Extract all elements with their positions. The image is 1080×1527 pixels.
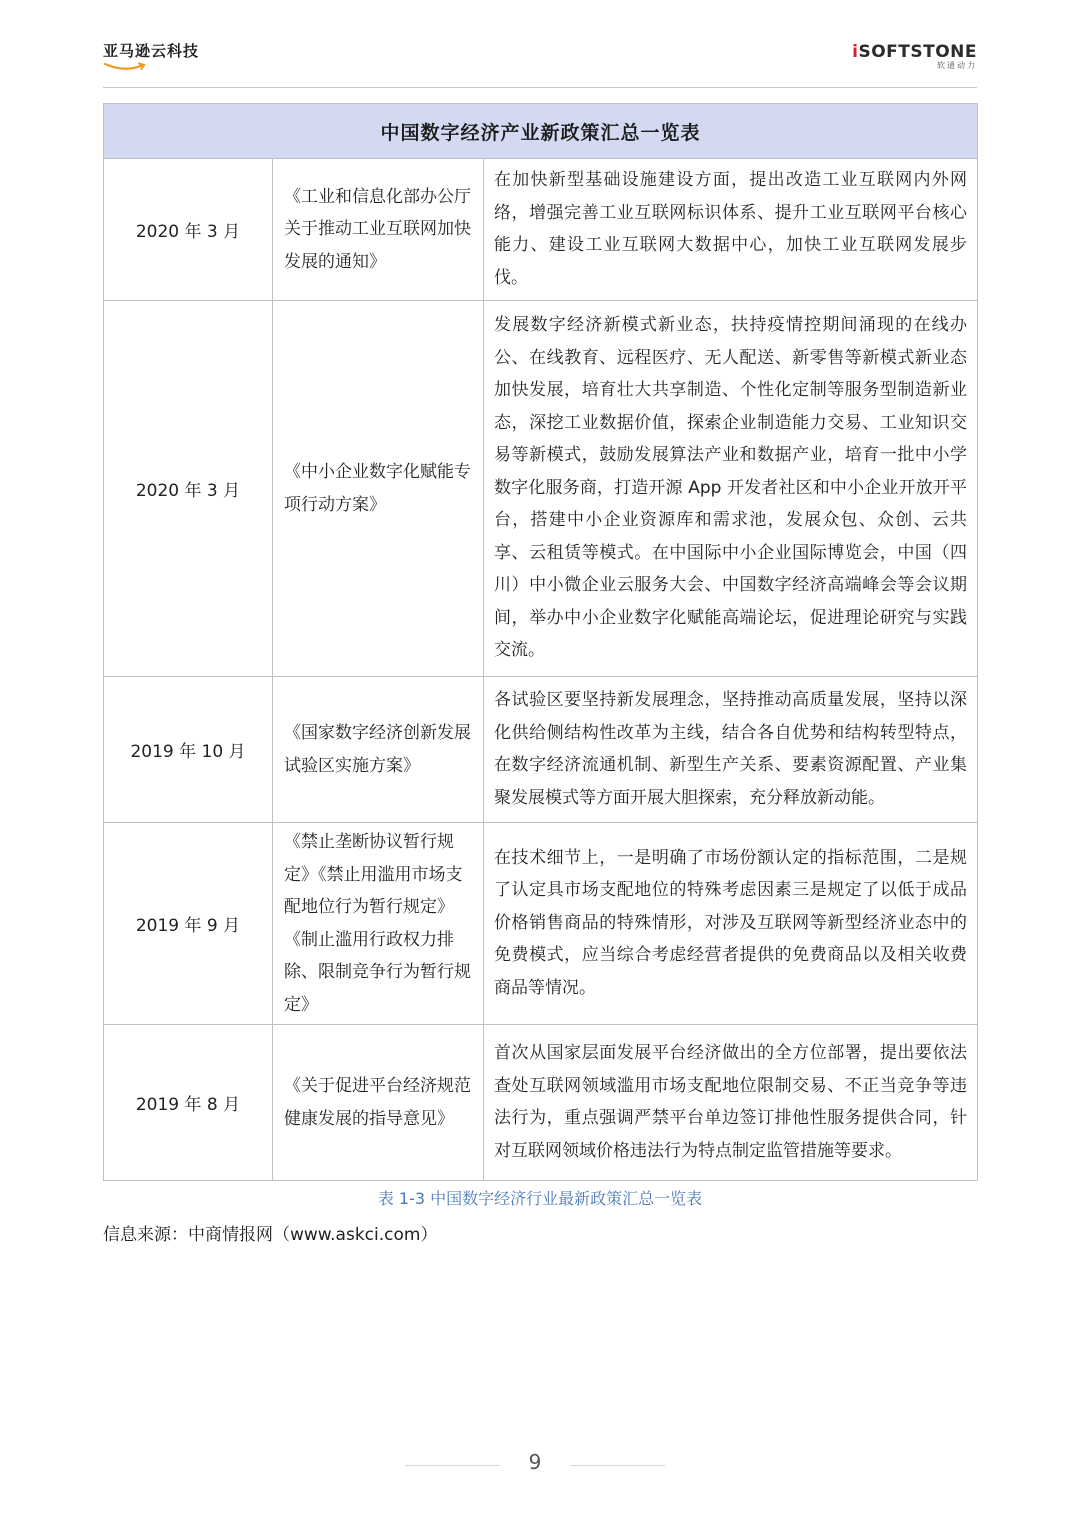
table-header-row (104, 104, 978, 159)
softstone-logo (852, 42, 977, 71)
policy-content: 发展数字经济新模式新业态，扶持疫情控期间涌现的在线办公、在线教育、远程医疗、无人配送、新零售等新模式新业态加快发展，培育壮大共享制造、个性化定制等服务型制造新业态，深挖工业数据价值，探索企业制造能力交易、工业知识交易等新模式，鼓励发展算法产业和数据产业，培育一批中小学数字化服务商，打造开源 App 开发者社区和中小企业开放开平台，搭建中小企业资源库和需求池，发展众包、众创、云共享、云租赁等模式。在中国际中小企业国际博览会，中国（四川）中小微企业云服务大会、中国数字经济高端峰会等会议期间，举办中小企业数字化赋能高端论坛，促进理论研究与实践交流。 (484, 301, 978, 677)
policy-document: 《禁止垄断协议暂行规定》《禁止用滥用市场支配地位行为暂行规定》《制止滥用行政权力排除、限制竞争行为暂行规定》 (273, 823, 484, 1025)
page-number: 9 (528, 1450, 542, 1474)
softstone-logo-text: SOFTSTONE (858, 42, 977, 62)
table-caption: 表 1-3 中国数字经济行业最新政策汇总一览表 (377, 1189, 703, 1208)
page-footer (0, 1440, 1080, 1490)
policy-date: 2019 年 10 月 (104, 677, 273, 823)
policy-date: 2019 年 8 月 (104, 1025, 273, 1181)
policy-document: 《中小企业数字化赋能专项行动方案》 (273, 301, 484, 677)
softstone-logo-subtext: 软通动力 (937, 61, 977, 70)
table-row (104, 823, 978, 1025)
table-row (104, 677, 978, 823)
page-header (0, 0, 1080, 100)
policy-content: 在技术细节上，一是明确了市场份额认定的指标范围，二是规了认定具市场支配地位的特殊考虑因素三是规定了以低于成品价格销售商品的特殊情形，对涉及互联网等新型经济业态中的免费模式，应当综合考虑经营者提供的免费商品以及相关收费商品等情况。 (484, 823, 978, 1025)
footer-line-right (570, 1465, 665, 1466)
source-note: 信息来源：中商情报网（www.askci.com） (103, 1225, 438, 1245)
amazon-web-services-logo (103, 40, 199, 72)
footer-line-left (405, 1465, 500, 1466)
softstone-logo-prefix: i (852, 42, 859, 62)
policy-content: 各试验区要坚持新发展理念，坚持推动高质量发展，坚持以深化供给侧结构性改革为主线，结合各自优势和结构转型特点，在数字经济流通机制、新型生产关系、要素资源配置、产业集聚发展模式等方面开展大胆探索，充分释放新动能。 (484, 677, 978, 823)
header-divider (103, 87, 977, 88)
policy-table (103, 103, 978, 1181)
policy-document: 《国家数字经济创新发展试验区实施方案》 (273, 677, 484, 823)
table-row (104, 301, 978, 677)
amazon-smile-icon (103, 62, 149, 72)
table-row (104, 159, 978, 301)
policy-date: 2020 年 3 月 (104, 159, 273, 301)
policy-date: 2019 年 9 月 (104, 823, 273, 1025)
table-row (104, 1025, 978, 1181)
amazon-logo-text: 亚马逊云科技 (103, 42, 200, 60)
table-title: 中国数字经济产业新政策汇总一览表 (104, 104, 978, 159)
policy-date: 2020 年 3 月 (104, 301, 273, 677)
policy-document: 《关于促进平台经济规范健康发展的指导意见》 (273, 1025, 484, 1181)
policy-content: 在加快新型基础设施建设方面，提出改造工业互联网内外网络，增强完善工业互联网标识体系、提升工业互联网平台核心能力、建设工业互联网大数据中心，加快工业互联网发展步伐。 (484, 159, 978, 301)
policy-document: 《工业和信息化部办公厅关于推动工业互联网加快发展的通知》 (273, 159, 484, 301)
policy-content: 首次从国家层面发展平台经济做出的全方位部署，提出要依法查处互联网领域滥用市场支配地位限制交易、不正当竞争等违法行为，重点强调严禁平台单边签订排他性服务提供合同，针对互联网领域价格违法行为特点制定监管措施等要求。 (484, 1025, 978, 1181)
